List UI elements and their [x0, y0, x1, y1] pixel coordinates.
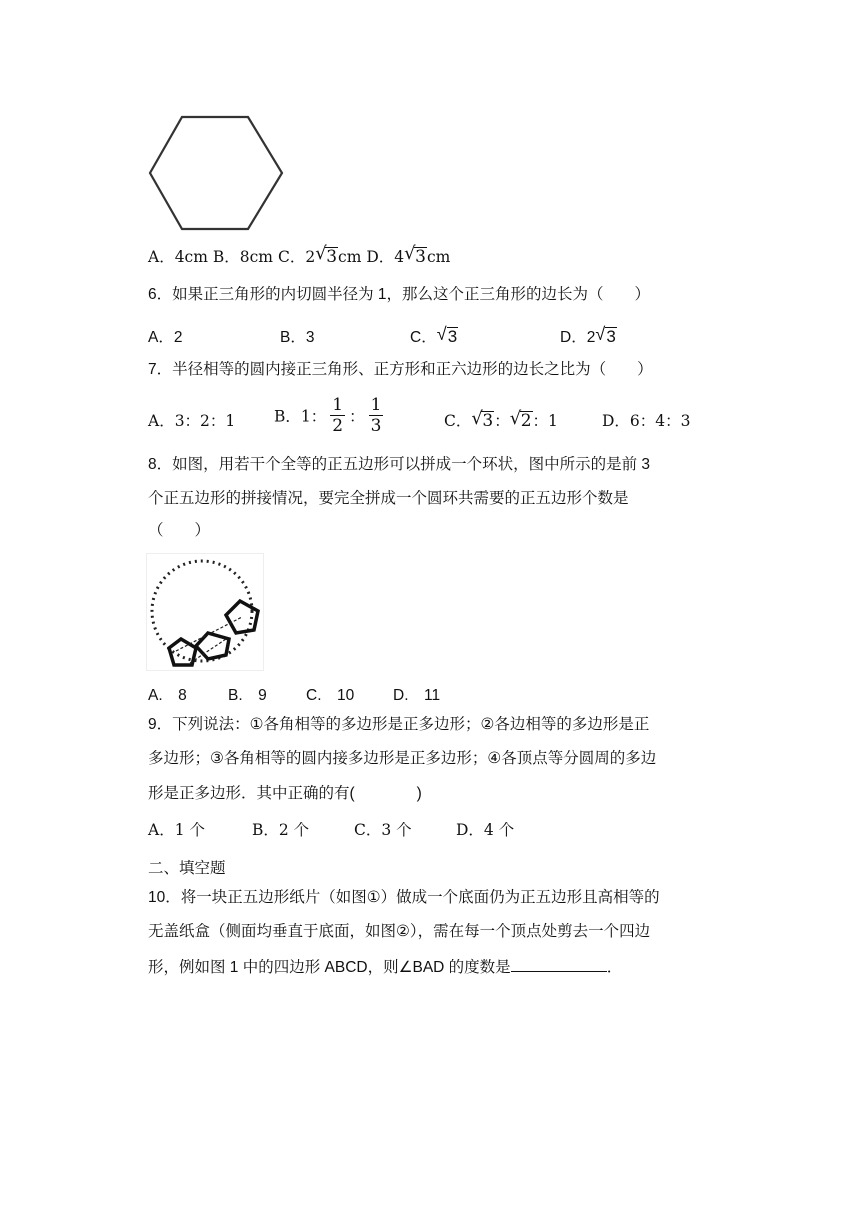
answer-blank[interactable] — [511, 955, 607, 972]
q7-stem: 7．半径相等的圆内接正三角形、正方形和正六边形的边长之比为（ ） — [148, 361, 653, 378]
q5-option-a: A．4cm — [148, 248, 208, 266]
q7-option-c: C． √ 3： √ 2：1 — [444, 408, 558, 431]
q6-option-b: B．3 — [280, 329, 315, 346]
q8-stem-line3: （ ） — [148, 522, 211, 539]
q5-option-b: B．8cm — [212, 248, 274, 266]
q8-option-c: C. 10 — [306, 687, 355, 704]
q8-option-d: D. 11 — [393, 687, 441, 704]
q7-option-d: D．6：4：3 — [602, 412, 691, 430]
q9-option-b: B．2 个 — [252, 821, 310, 839]
pentagon-ring-figure — [146, 553, 264, 671]
q7-options — [148, 395, 728, 445]
section-title: 二、填空题 — [148, 859, 226, 877]
q5-options — [148, 243, 451, 267]
q8-stem-line1: 8．如图，用若干个全等的正五边形可以拼成一个环状，图中所示的是前 3 — [148, 456, 651, 473]
q6-option-d: D．2 √ 3 — [560, 324, 616, 346]
q6-option-c: C． √ 3 — [410, 324, 458, 346]
q9-line3: 形是正多边形．其中正确的有( ) — [148, 785, 422, 802]
q6-option-a: A．2 — [148, 329, 183, 346]
q9-option-c: C．3 个 — [354, 821, 412, 839]
q7-option-b: B．1： $\frac{1}{2}$ ： $\frac{1}{3}$ — [274, 395, 382, 436]
q5-option-c: C．2 √ 3cm — [277, 243, 362, 267]
q6-stem: 6．如果正三角形的内切圆半径为 1，那么这个正三角形的边长为（ ） — [148, 286, 651, 303]
q5-option-d: D．4 √ 3cm — [366, 243, 451, 267]
q8-stem-line2: 个正五边形的拼接情况，要完全拼成一个圆环共需要的正五边形个数是 — [148, 490, 629, 507]
q10-line2: 无盖纸盒（侧面均垂直于底面，如图②），需在每一个顶点处剪去一个四边 — [148, 923, 651, 940]
q9-line1: 9．下列说法：①各角相等的多边形是正多边形；②各边相等的多边形是正 — [148, 716, 650, 733]
hexagon-figure — [146, 113, 288, 235]
q7-option-a: A．3：2：1 — [148, 412, 236, 430]
q8-option-b: B. 9 — [228, 687, 267, 704]
q9-line2: 多边形；③各角相等的圆内接多边形是正多边形；④各顶点等分圆周的多边 — [148, 750, 657, 767]
q9-option-d: D．4 个 — [456, 821, 515, 839]
q9-option-a: A．1 个 — [148, 821, 205, 839]
q10-line1: 10．将一块正五边形纸片（如图①）做成一个底面仍为正五边形且高相等的 — [148, 889, 660, 906]
q8-option-a: A. 8 — [148, 687, 187, 704]
q10-line3: 形，例如图 1 中的四边形 ABCD，则∠BAD 的度数是 ． — [148, 955, 622, 978]
